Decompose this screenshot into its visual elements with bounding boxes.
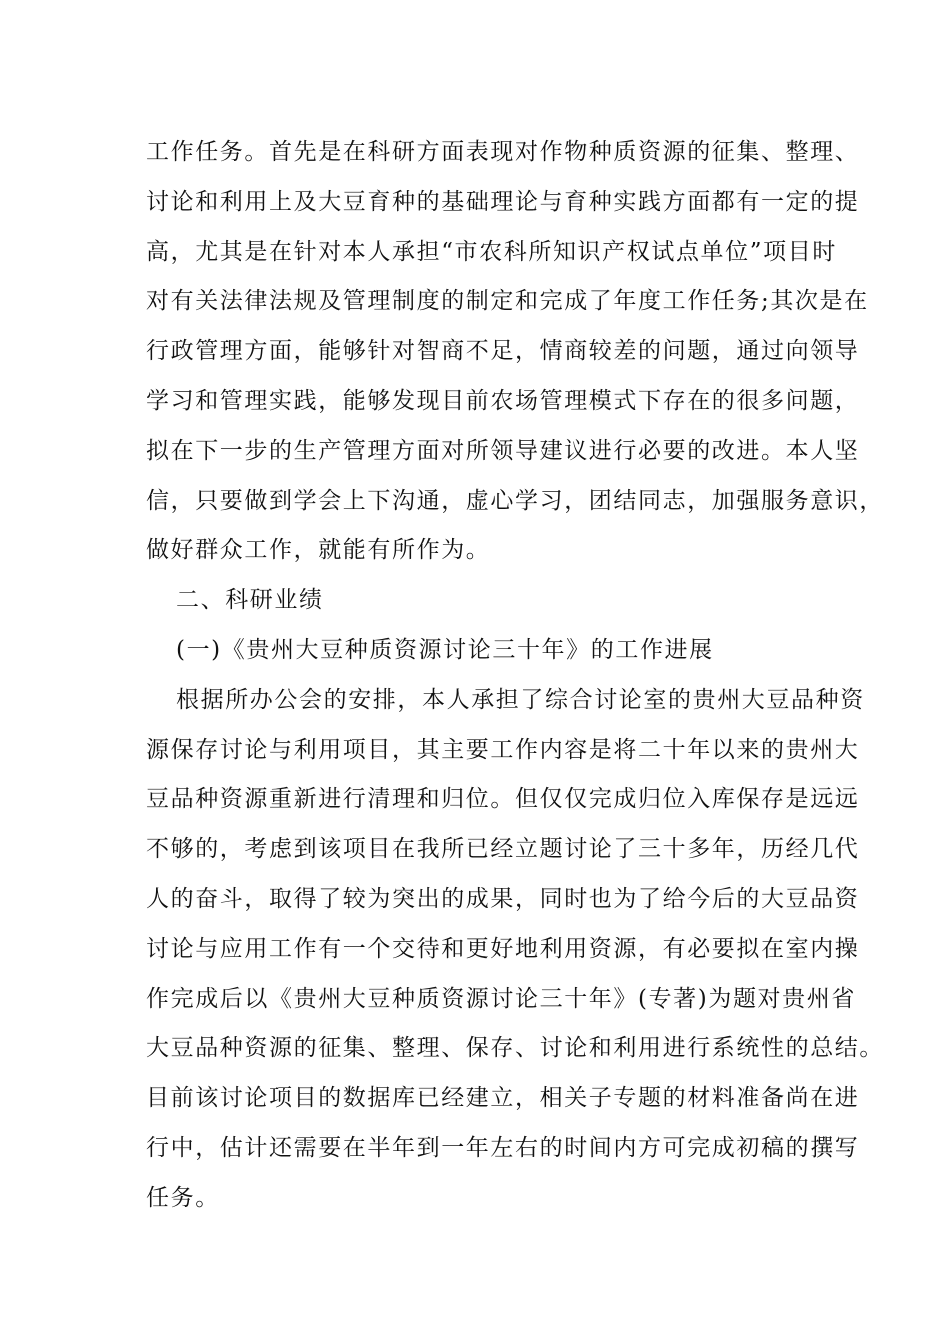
text-line: 目前该讨论项目的数据库已经建立，相关子专题的材料准备尚在进 — [146, 1085, 860, 1111]
text-line: 豆品种资源重新进行清理和归位。但仅仅完成归位入库保存是远远 — [146, 786, 860, 812]
text-line: 信，只要做到学会上下沟通，虚心学习，团结同志，加强服务意识， — [146, 488, 884, 514]
text-line: 学习和管理实践，能够发现目前农场管理模式下存在的很多问题， — [146, 388, 860, 414]
text-line: 大豆品种资源的征集、整理、保存、讨论和利用进行系统性的总结。 — [146, 1035, 884, 1061]
text-line: 做好群众工作，就能有所作为。 — [146, 537, 491, 563]
text-line: 行政管理方面，能够针对智商不足，情商较差的问题，通过向领导 — [146, 338, 860, 364]
text-line: 作完成后以《贵州大豆种质资源讨论三十年》(专著)为题对贵州省 — [146, 986, 856, 1012]
text-line: 对有关法律法规及管理制度的制定和完成了年度工作任务;其次是在 — [146, 288, 869, 314]
text-line: 根据所办公会的安排，本人承担了综合讨论室的贵州大豆品种资 — [176, 687, 865, 713]
text-line: 不够的，考虑到该项目在我所已经立题讨论了三十多年，历经几代 — [146, 836, 860, 862]
text-line: 讨论和利用上及大豆育种的基础理论与育种实践方面都有一定的提 — [146, 189, 860, 215]
text-line: 任务。 — [146, 1185, 220, 1211]
text-line: 行中，估计还需要在半年到一年左右的时间内方可完成初稿的撰写 — [146, 1135, 860, 1161]
subsection-heading: (一)《贵州大豆种质资源讨论三十年》的工作进展 — [176, 637, 714, 663]
text-line: 工作任务。首先是在科研方面表现对作物种质资源的征集、整理、 — [146, 139, 860, 165]
section-heading: 二、科研业绩 — [176, 587, 324, 613]
text-line: 高，尤其是在针对本人承担“市农科所知识产权试点单位”项目时 — [146, 239, 837, 265]
text-line: 人的奋斗，取得了较为突出的成果，同时也为了给今后的大豆品资 — [146, 886, 860, 912]
text-line: 拟在下一步的生产管理方面对所领导建议进行必要的改进。本人坚 — [146, 438, 860, 464]
text-line: 讨论与应用工作有一个交待和更好地利用资源，有必要拟在室内操 — [146, 936, 860, 962]
text-line: 源保存讨论与利用项目，其主要工作内容是将二十年以来的贵州大 — [146, 737, 860, 763]
